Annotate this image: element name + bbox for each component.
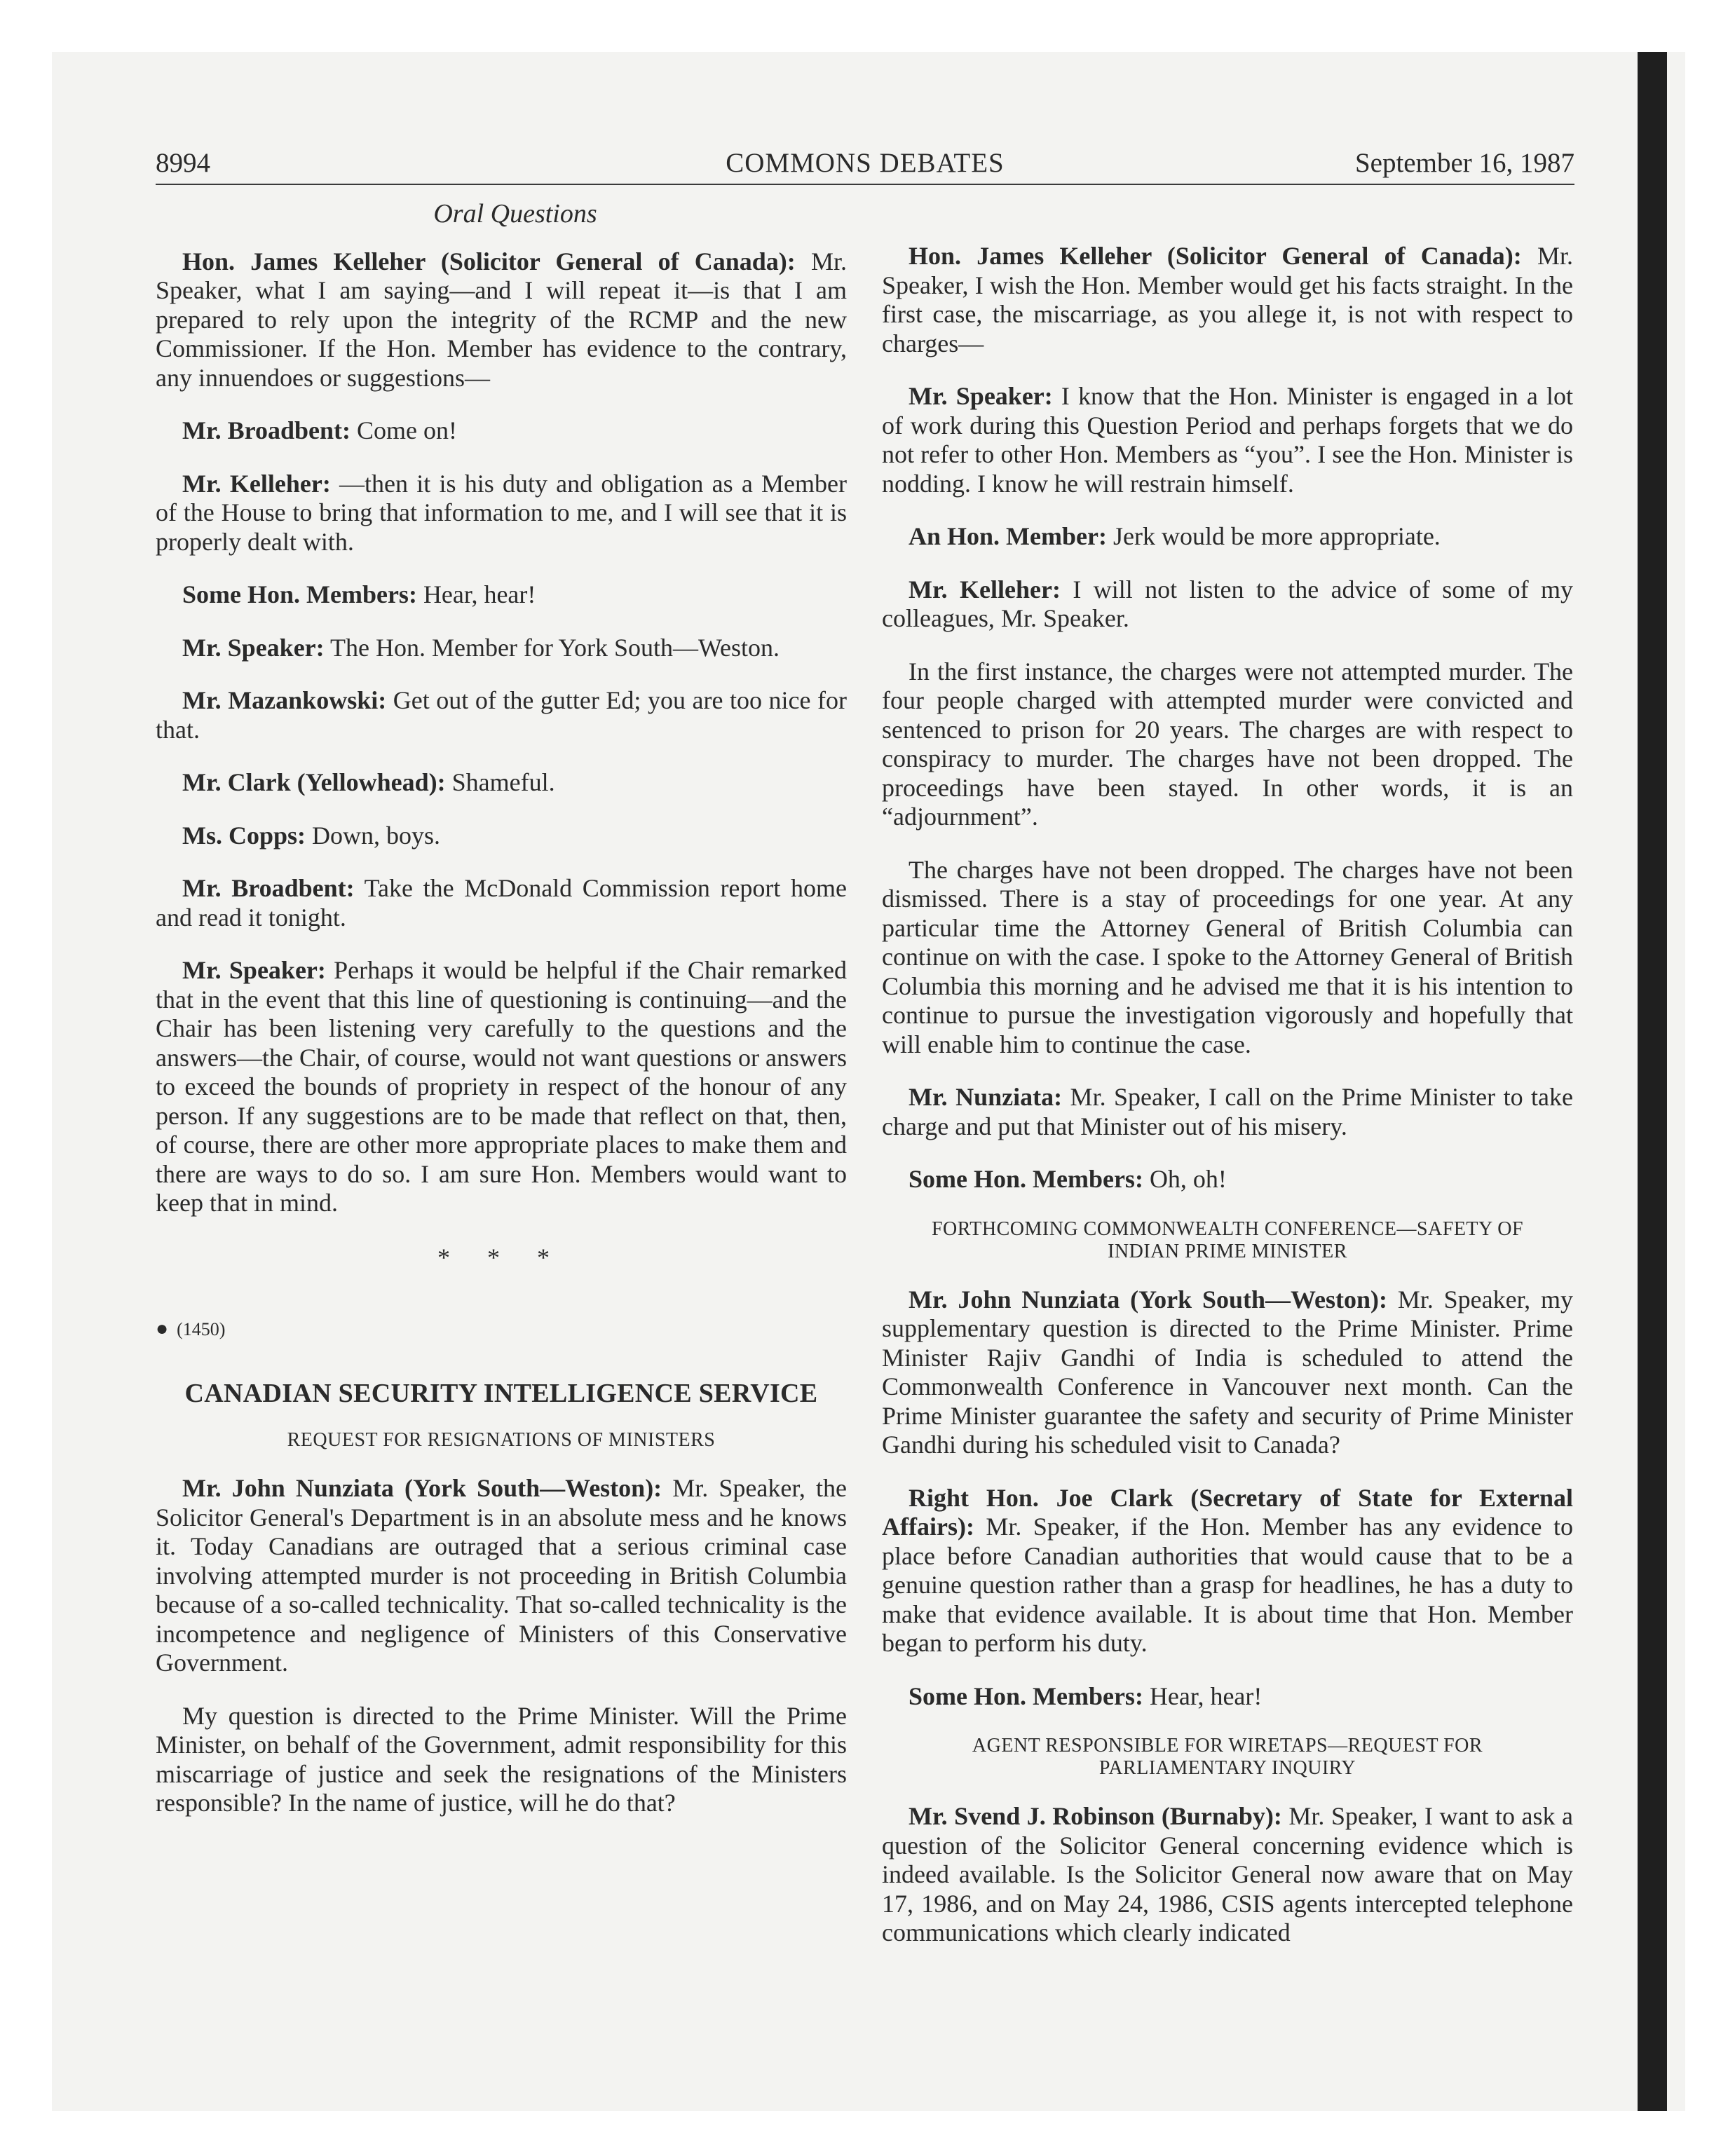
scan-edge: [1638, 52, 1667, 2111]
subheading: FORTHCOMING COMMONWEALTH CONFERENCE—SAFETY OF INDIAN PRIME MINISTER: [931, 1217, 1524, 1262]
paragraph: [882, 382, 1573, 498]
speaker-name: Mr. Kelleher:: [182, 469, 331, 498]
paragraph: [156, 821, 847, 851]
paragraph: [882, 1802, 1573, 1948]
speech-text: Perhaps it would be helpful if the Chair remarked that in the event that this line of questioning is continuing—and the Chair has been listening very carefully to the questions and the answers—the Chair, of course, would not want questions or answers to exceed the bounds of propriety in respect of the honour of any person. If any suggestions are to be made that reflect on that, then, of course, there are other more appropriate places to make them and there are ways to do so. I am sure Hon. Members would want to keep that in mind.: [156, 956, 848, 1217]
running-section-title: Oral Questions: [433, 199, 597, 228]
speech-text: Jerk would be more appropriate.: [1106, 522, 1441, 550]
speaker-name: Mr. John Nunziata (York South—Weston):: [182, 1474, 662, 1502]
speaker-name: Hon. James Kelleher (Solicitor General of Canada):: [909, 242, 1522, 270]
speaker-name: Some Hon. Members:: [182, 580, 417, 608]
speech-text: The Hon. Member for York South—Weston.: [324, 633, 780, 662]
subheading: AGENT RESPONSIBLE FOR WIRETAPS—REQUEST FOR PARLIAMENTARY INQUIRY: [972, 1735, 1483, 1779]
left-column: [156, 200, 847, 1842]
page-number: 8994: [156, 148, 210, 178]
speech-text: In the first instance, the charges were not attempted murder. The four people charged with attempted murder were convicted and sentenced to prison for 20 years. The charges are with respect to conspiracy to murder. The charges have not been dropped. The proceedings have been stayed. In other words, it is an “adjournment”.: [882, 657, 1573, 831]
speaker-name: Mr. Broadbent:: [182, 416, 351, 444]
paragraph: [882, 242, 1573, 358]
paragraph: [882, 522, 1573, 552]
header-rule: [156, 184, 1574, 185]
speaker-name: Right Hon. Joe Clark (Secretary of State for External Affairs):: [882, 1483, 1573, 1541]
publication-title: COMMONS DEBATES: [726, 148, 1005, 178]
paragraph: [882, 1484, 1573, 1658]
subheading: REQUEST FOR RESIGNATIONS OF MINISTERS: [287, 1429, 716, 1451]
paragraph: [882, 856, 1573, 1060]
time-marker-text: (1450): [177, 1319, 226, 1339]
bullet-icon: ●: [156, 1317, 169, 1340]
speaker-name: Mr. John Nunziata (York South—Weston):: [909, 1285, 1388, 1314]
speaker-name: An Hon. Member:: [909, 522, 1107, 550]
speaker-name: Ms. Copps:: [182, 821, 306, 850]
speech-text: Mr. Speaker, the Solicitor General's Department is in an absolute mess and he knows it. Today Canadians are outraged that a serious criminal case involving attempted murder is not proceeding in British Columbia because of a so-called technicality. That so-called technicality is the incompetence and negligence of Ministers of this Conservative Government.: [156, 1474, 847, 1677]
publication-date: September 16, 1987: [1354, 148, 1574, 178]
paragraph: [156, 580, 847, 610]
speaker-name: Mr. Mazankowski:: [182, 686, 387, 714]
speech-text: My question is directed to the Prime Minister. Will the Prime Minister, on behalf of the Government, admit responsibility for this miscarriage of justice and seek the resignations of the Ministers responsible? In the name of justice, will he do that?: [156, 1701, 847, 1817]
speaker-name: Mr. Broadbent:: [182, 874, 355, 902]
speech-text: Hear, hear!: [1143, 1681, 1263, 1710]
section-separator: * * *: [437, 1243, 565, 1271]
speaker-name: Mr. Speaker:: [182, 633, 325, 662]
paragraph: [156, 247, 847, 393]
paragraph: [882, 657, 1573, 832]
speech-text: Get out of the gutter Ed; you are too nice for that.: [156, 686, 848, 744]
speech-text: Shameful.: [445, 768, 555, 796]
speech-text: Down, boys.: [306, 821, 441, 850]
speech-text: Mr. Speaker, what I am saying—and I will repeat it—is that I am prepared to rely upon the integrity of the RCMP and the new Commissioner. If the Hon. Member has evidence to the contrary, any innuendoes or suggestions—: [156, 247, 847, 392]
speech-text: Take the McDonald Commission report home and read it tonight.: [156, 874, 847, 932]
paragraph: [882, 1285, 1573, 1460]
speaker-name: Mr. Svend J. Robinson (Burnaby):: [909, 1802, 1282, 1830]
speech-text: I know that the Hon. Minister is engaged in a lot of work during this Question Period and perhaps forgets that we do not refer to other Hon. Members as “you”. I see the Hon. Minister is nodding. I know he will restrain himself.: [882, 382, 1573, 498]
speech-text: Hear, hear!: [416, 580, 536, 608]
speaker-name: Some Hon. Members:: [909, 1681, 1143, 1710]
speech-text: Mr. Speaker, my supplementary question is directed to the Prime Minister. Prime Minister Rajiv Gandhi of India is scheduled to attend the Commonwealth Conference in Vancouver next month. Can the Prime Minister guarantee the safety and security of Prime Minister Gandhi during his scheduled visit to Canada?: [882, 1285, 1573, 1459]
paragraph: [156, 874, 847, 932]
speech-text: Come on!: [351, 416, 457, 444]
section-title: CANADIAN SECURITY INTELLIGENCE SERVICE: [184, 1378, 818, 1408]
speaker-name: Mr. Clark (Yellowhead):: [182, 768, 446, 796]
speech-text: Mr. Speaker, I call on the Prime Minister to take charge and put that Minister out of his misery.: [882, 1083, 1574, 1140]
paragraph: [882, 1165, 1573, 1194]
speaker-name: Mr. Nunziata:: [909, 1083, 1063, 1111]
speaker-name: Mr. Speaker:: [182, 956, 326, 984]
speech-text: —then it is his duty and obligation as a Member of the House to bring that information to me, and I will see that it is properly dealt with.: [156, 469, 847, 556]
speaker-name: Mr. Speaker:: [909, 382, 1053, 410]
paragraph: [156, 634, 847, 663]
speaker-name: Mr. Kelleher:: [909, 575, 1061, 603]
paragraph: [882, 1083, 1573, 1141]
paragraph: [156, 686, 847, 744]
right-column: [882, 242, 1573, 1972]
time-marker: [156, 1314, 847, 1344]
paragraph: [156, 768, 847, 798]
paragraph: [156, 956, 847, 1218]
page-header: [156, 147, 1574, 185]
speech-text: Oh, oh!: [1143, 1165, 1227, 1193]
speech-text: Mr. Speaker, I wish the Hon. Member would get his facts straight. In the first case, the miscarriage, as you allege it, is not with respect to charges—: [882, 242, 1573, 357]
paragraph: [156, 1474, 847, 1678]
speech-text: I will not listen to the advice of some of my colleagues, Mr. Speaker.: [882, 575, 1573, 632]
paragraph: [156, 1702, 847, 1818]
speech-text: Mr. Speaker, I want to ask a question of the Solicitor General concerning evidence which is indeed available. Is the Solicitor General now aware that on May 17, 1986, and on May 24, 1986, CSIS agents intercepted telephone communications which clearly indicated: [882, 1802, 1574, 1946]
speech-text: The charges have not been dropped. The charges have not been dismissed. There is a stay of proceedings for one year. At any particular time the Attorney General of British Columbia can continue on with the case. I spoke to the Attorney General of British Columbia this morning and he advised me that it is his intention to continue to pursue the investigation vigorously and hopefully that will enable him to continue the case.: [882, 855, 1573, 1058]
speech-text: Mr. Speaker, if the Hon. Member has any evidence to place before Canadian authorities that would cause that to be a genuine question rather than a grasp for headlines, he has a duty to make that evidence available. It is about time that Hon. Member began to perform his duty.: [882, 1513, 1573, 1657]
paragraph: [882, 575, 1573, 634]
speaker-name: Hon. James Kelleher (Solicitor General of Canada):: [182, 247, 796, 275]
paragraph: [156, 470, 847, 557]
paragraph: [156, 416, 847, 446]
speaker-name: Some Hon. Members:: [909, 1165, 1143, 1193]
paragraph: [882, 1682, 1573, 1712]
